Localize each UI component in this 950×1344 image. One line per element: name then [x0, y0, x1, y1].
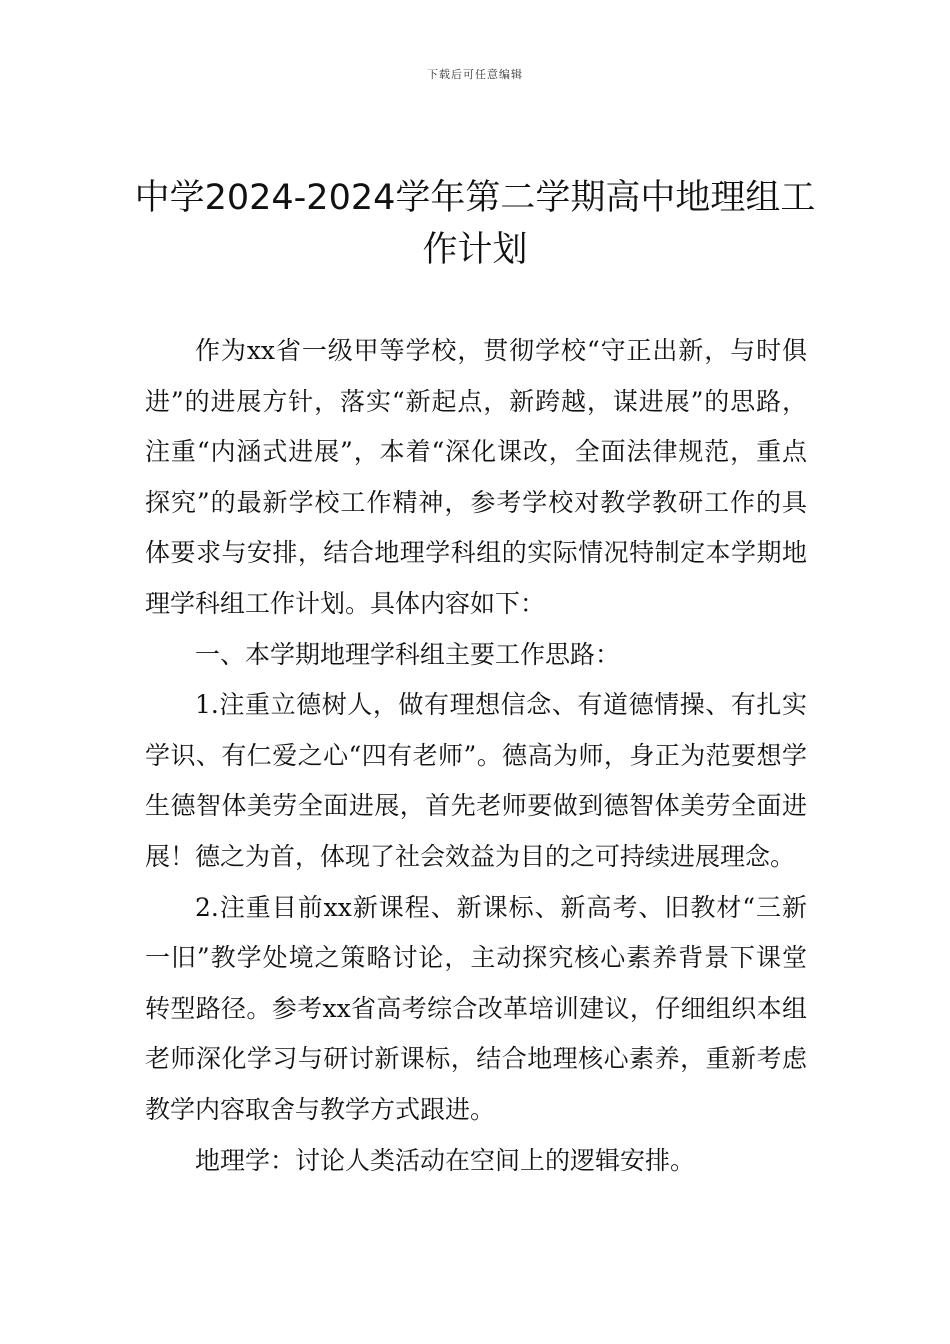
paragraph-section-heading: 一、本学期地理学科组主要工作思路： — [195, 639, 621, 669]
document-body — [145, 326, 807, 1186]
paragraph-geography-definition: 地理学：讨论人类活动在空间上的逻辑安排。 — [195, 1145, 696, 1175]
paragraph-item-1: 1.注重立德树人，做有理想信念、有道德情操、有扎实学识、有仁爱之心“四有老师”。德高为师，身正为范要想学生德智体美劳全面进展，首先老师要做到德智体美劳全面进展！德之为首，体现了社会效益为目的之可持续进展理念。 — [145, 690, 807, 871]
paragraph-intro: 作为xx省一级甲等学校，贯彻学校“守正出新，与时俱进”的进展方针，落实“新起点，新跨越，谋进展”的思路，注重“内涵式进展”，本着“深化课改，全面法律规范，重点探究”的最新学校工作精神，参考学校对教学教研工作的具体要求与安排，结合地理学科组的实际情况特制定本学期地理学科组工作计划。具体内容如下： — [145, 336, 807, 618]
document-title: 中学2024-2024学年第二学期高中地理组工作计划 — [134, 178, 816, 270]
paragraph-item-2: 2.注重目前xx新课程、新课标、新高考、旧教材“三新一旧”教学处境之策略讨论，主动探究核心素养背景下课堂转型路径。参考xx省高考综合改革培训建议，仔细组织本组老师深化学习与研讨新课标，结合地理核心素养，重新考虑教学内容取舍与教学方式跟进。 — [145, 892, 807, 1124]
header-note: 下载后可任意编辑 — [427, 68, 523, 81]
